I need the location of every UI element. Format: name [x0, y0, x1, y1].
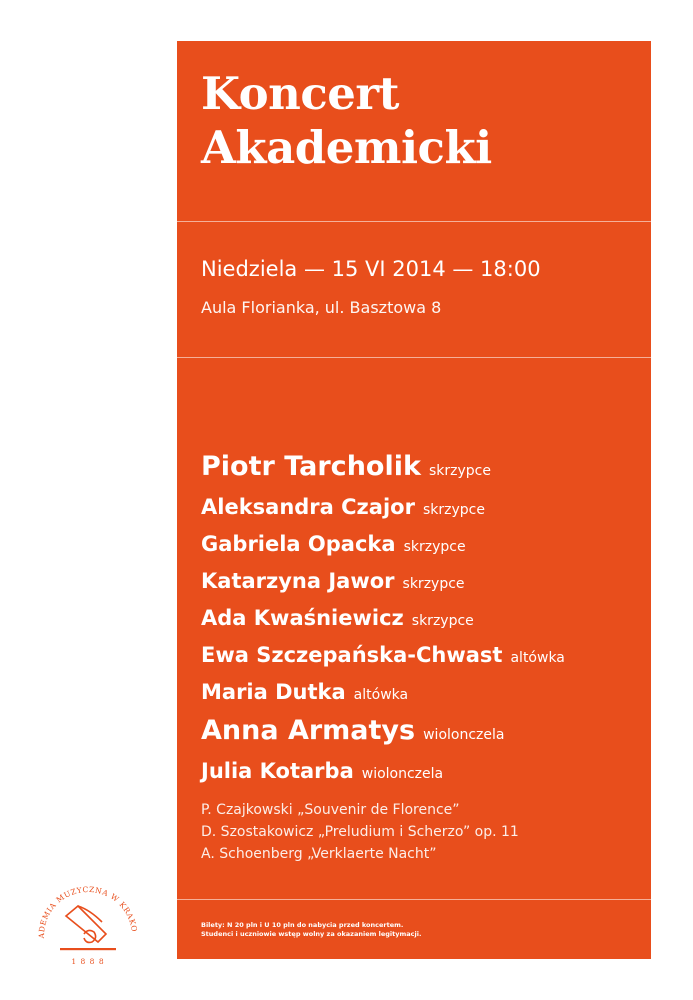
- performer-instrument: skrzypce: [402, 576, 465, 592]
- academy-seal-icon: [28, 860, 148, 980]
- performer-row: [201, 527, 565, 564]
- logo-text: ADEMIA MUZYCZNA W KRAKO: [36, 884, 139, 939]
- performer-row: [201, 638, 565, 675]
- tickets-line-2: Studenci i uczniowie wstęp wolny za okazaniem legitymacji.: [201, 930, 422, 938]
- performer-instrument: altówka: [353, 687, 409, 703]
- program-item: P. Czajkowski „Souvenir de Florence”: [201, 802, 460, 818]
- performer-name: Ewa Szczepańska-Chwast: [201, 643, 503, 667]
- divider-bottom: [177, 899, 651, 900]
- performer-name: Maria Dutka: [201, 680, 346, 704]
- poster-panel: [177, 41, 651, 959]
- divider-middle: [177, 357, 651, 358]
- logo-underline: [60, 948, 116, 950]
- program-list: [201, 799, 519, 865]
- performer-name: Aleksandra Czajor: [201, 495, 415, 519]
- title-line-1: Koncert: [201, 67, 399, 120]
- performer-name: Piotr Tarcholik: [201, 451, 421, 482]
- academy-logo: [28, 860, 148, 980]
- performer-name: Julia Kotarba: [201, 759, 354, 783]
- performer-name: Anna Armatys: [201, 715, 416, 746]
- poster-title: [201, 67, 492, 175]
- venue: Aula Florianka, ul. Basztowa 8: [201, 298, 442, 317]
- performer-row: [201, 754, 565, 791]
- performer-name: Gabriela Opacka: [201, 532, 396, 556]
- performer-instrument: skrzypce: [411, 613, 474, 629]
- performer-instrument: wiolonczela: [361, 766, 444, 782]
- divider-top: [177, 221, 651, 222]
- lyre-icon: [66, 906, 106, 943]
- performer-row: [201, 564, 565, 601]
- performer-row: [201, 601, 565, 638]
- performer-name: Katarzyna Jawor: [201, 569, 395, 593]
- performer-row: [201, 712, 565, 754]
- logo-year: 1 8 8 8: [71, 957, 105, 966]
- performer-instrument: skrzypce: [428, 463, 491, 479]
- performer-row: [201, 448, 565, 490]
- performer-instrument: altówka: [510, 650, 565, 666]
- performer-instrument: skrzypce: [403, 539, 466, 555]
- performer-row: [201, 490, 565, 527]
- performer-instrument: wiolonczela: [423, 727, 505, 743]
- program-item: A. Schoenberg „Verklaerte Nacht”: [201, 846, 437, 862]
- performer-name: Ada Kwaśniewicz: [201, 606, 404, 630]
- program-item: D. Szostakowicz „Preludium i Scherzo” op. 11: [201, 824, 519, 840]
- performers-list: [201, 448, 565, 791]
- tickets-info: [201, 921, 421, 939]
- title-line-2: Akademicki: [201, 121, 492, 174]
- performer-instrument: skrzypce: [422, 502, 485, 518]
- tickets-line-1: Bilety: N 20 pln i U 10 pln do nabycia przed koncertem.: [201, 921, 404, 929]
- date-line: Niedziela — 15 VI 2014 — 18:00: [201, 257, 541, 281]
- performer-row: [201, 675, 565, 712]
